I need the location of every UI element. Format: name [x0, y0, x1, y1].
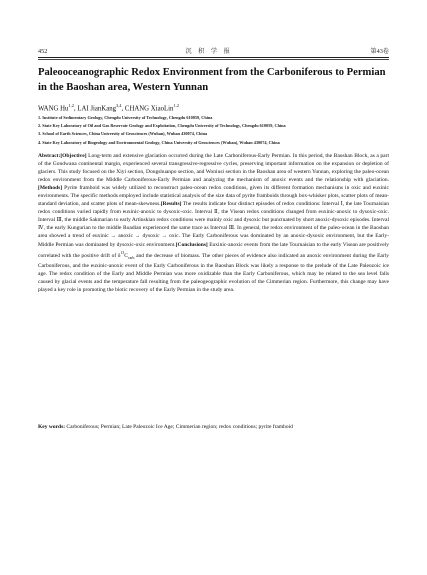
- author-name: CHANG XiaoLin: [124, 105, 174, 113]
- header-rule-thin: [38, 59, 389, 60]
- conclusions-text-cont: and the decrease of biomass. The other pieces of evidence also indicated an anoxic environment during the Early Carboniferous, and the euxinic-anoxic event of the Early Carboniferous in the Baoshan Block was likely a response to the prelude of the Late Paleozoic ice age. The redox condition of the Early and Middle Permian was more oxidizable than the Early Carboniferous, which may be related to the sea level falls caused by glacial events and the temperature fall resulting from the paleogeographic evolution of the Cimmerian region. Furthermore, this change may have played a key role in promoting the biotic recovery of the Early Permian in the study area.: [38, 252, 389, 293]
- methods-label: [Methods]: [38, 185, 63, 192]
- paper-title: Paleooceanographic Redox Environment from the Carboniferous to Permian in the Baoshan area, Western Yunnan: [38, 67, 386, 93]
- keywords-text: Carboniferous; Permian; Late Paleozoic Ice Age; Cimmerian region; redox conditions; pyrite framboid: [65, 424, 293, 430]
- affiliation: 3. School of Earth Sciences, China University of Geosciences (Wuhan), Wuhan 430074, China: [38, 131, 208, 137]
- volume-label: 第43卷: [370, 48, 389, 55]
- running-header: [38, 43, 389, 55]
- methods-text: Pyrite framboid was widely utilized to reconstruct paleo-ocean redox conditions, given its different formation mechanisms in oxic and euxinic environments. The specific methods employed include statistical analysis of the size data of pyrite framboids through box-whisker plots, scatter plots of mean-standard deviation, and scatter plots of mean-skewness.: [38, 185, 389, 208]
- results-text: The results indicate four distinct episodes of redox conditions: Interval Ⅰ, the late Tournaisian redox conditions varied rapidly from euxinic-anoxic to dysoxic-oxic. Interval Ⅱ, the Visean redox conditions changed from euxinic-anoxic to dysoxic-oxic. Interval Ⅲ, the middle Sakmarian to early Artinskian redox conditions were mainly oxic and dysoxic but punctuated by short anoxic-dysoxic episodes. Interval Ⅳ, the early Kungurian to the middle Roadian experienced the same trace as Interval Ⅲ. In general, the redox environment of the paleo-ocean in the Baoshan area showed a trend of euxinic → anoxic → dysoxic → oxic. The Early Carboniferous was dominated by an anoxic-dysoxic environment, but the Early-Middle Permian was dominated by dysoxic-oxic environment.: [38, 201, 389, 248]
- page-number: 452: [38, 48, 48, 55]
- keywords: [38, 423, 389, 431]
- affiliation: 4. State Key Laboratory of Biogeology and Environmental Geology, China University of Geosciences (Wuhan), Wuhan 430074, China: [38, 139, 280, 145]
- header-rule-thick: [38, 57, 389, 58]
- isotope-symbol: C: [124, 252, 128, 259]
- affiliation: 1. Institute of Sedimentary Geology, Chengdu University of Technology, Chengdu 610059, China: [38, 115, 213, 120]
- conclusions-text: Euxinic-anoxic events from the late Tournaisian to the early Visean are positively correlated with the positive drift of δ: [38, 241, 389, 259]
- author-affil-marker: 1,2: [68, 103, 74, 108]
- journal-name: 沉 积 学 报: [185, 48, 233, 55]
- abstract: [38, 152, 389, 294]
- author-name: LAI JianKang: [77, 105, 117, 113]
- keywords-label: Key words:: [38, 424, 66, 430]
- author-affil-marker: 3,4: [116, 103, 122, 108]
- isotope-superscript: 13: [120, 250, 125, 255]
- isotope-subscript: carb: [127, 255, 135, 260]
- author-list: WANG Hu$^{1,2}$, LAI JianKang$^{3,4}$, CHANG XiaoLin$^{1,2}$: [38, 103, 179, 113]
- objective-text: Long-term and extensive glaciation occurred during the Late Carboniferous-Early Permian. In this period, the Baoshan Block, as a part of the Gondwana continental margin, experienced several transgressive-regressive cycles, preserving important information on the expansion or depletion of glaciers. This study focused on the Xiyi section, Dongshuanpo section, and Woniusi section in the Baoshan area of western Yunnan, exploring the paleo-ocean redox environment from the Middle Carboniferous-Early Permian and analyzing the mechanism of anoxic events and the relationship with glaciation.: [38, 153, 389, 184]
- results-label: [Results]: [160, 201, 182, 208]
- affiliation: 2. State Key Laboratory of Oil and Gas Reservoir Geology and Exploitation, Chengdu University of Technology, Chengdu 610059, China: [38, 123, 286, 129]
- conclusions-label: [Conclusions]: [175, 241, 208, 248]
- author-affil-marker: 1,2: [173, 103, 179, 108]
- author-name: WANG Hu: [38, 105, 69, 113]
- affiliation-list: [38, 114, 389, 147]
- abstract-label: Abstract:: [38, 153, 61, 159]
- objective-label: [Objective]: [60, 153, 87, 159]
